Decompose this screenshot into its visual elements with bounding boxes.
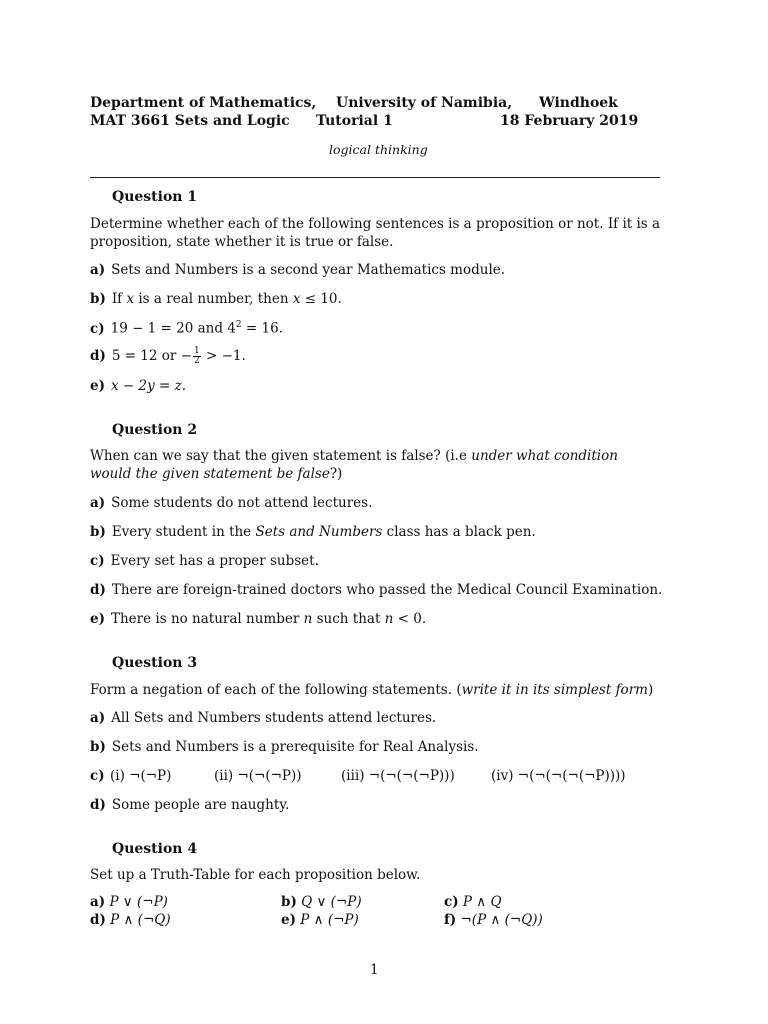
item-label: d) [90,912,106,928]
item-label: b) [90,291,106,307]
math-variable: x [292,291,301,307]
item-text: There are foreign-trained doctors who passed the Medical Council Examination. [111,582,663,598]
question-3-item-a [90,710,436,726]
fraction-numerator: 1 [193,346,200,356]
question-3-item-b [90,739,479,755]
math-variable: n [384,611,394,627]
item-text-post: = 16. [241,320,284,337]
tutorial-number: Tutorial 1 [316,113,393,129]
negation-iii: (iii) ¬(¬(¬(¬P))) [341,768,455,784]
item-text-mid: such that [312,611,385,627]
question-4-intro: Set up a Truth-Table for each proposition below. [90,867,421,883]
question-2-item-e [90,611,426,627]
question-3-intro [90,681,662,699]
intro-text: When can we say that the given statement is false? (i.e [90,448,472,464]
item-text: P ∨ (¬P) [109,894,168,910]
fraction-denominator: 2 [193,356,200,366]
intro-italic: under what condition would the given statement be false [90,448,618,482]
item-label: b) [281,894,297,910]
item-text-mid: is a real number, then [134,291,293,307]
item-label: c) [90,320,105,337]
negation-ii: (ii) ¬(¬(¬P)) [214,768,302,784]
subtitle: logical thinking [329,142,428,157]
item-text-pre: Every student in the [111,524,256,540]
item-label: d) [90,797,106,813]
question-2-intro [90,447,662,483]
question-2-item-c [90,553,319,569]
item-text: ¬(P ∧ (¬Q)) [460,912,543,928]
question-2-item-b [90,524,536,540]
intro-italic: write it in its simplest form [461,682,648,698]
question-1-item-d [90,347,246,366]
question-4-title: Question 4 [112,841,198,857]
negation-iv: (iv) ¬(¬(¬(¬(¬P)))) [491,768,626,784]
question-2-item-a [90,495,372,511]
question-4-item-b [281,894,362,910]
item-label: c) [90,768,105,784]
item-text: Every set has a proper subset. [110,553,319,569]
item-label: a) [90,894,106,910]
item-label: a) [90,262,106,278]
item-text-pre: If [111,291,127,307]
department-name: Department of Mathematics, [90,95,317,111]
math-variable: n [303,611,313,627]
question-4-item-e [281,912,359,928]
item-text: P ∧ Q [462,894,502,910]
item-text: P ∧ (¬Q) [110,912,171,928]
item-label: d) [90,348,106,364]
item-text: Some people are naughty. [111,797,290,813]
item-text-post: class has a black pen. [382,524,536,540]
item-label: e) [90,378,105,394]
item-text: All Sets and Numbers students attend lectures. [111,710,437,726]
question-1-title: Question 1 [112,189,198,205]
item-text: 19 − 1 = 20 and 4 [110,320,236,337]
question-4-item-d [90,912,171,928]
exponent: 2 [235,320,242,330]
item-label: c) [90,553,105,569]
item-label: f) [444,912,457,928]
question-1-item-e [90,378,186,394]
intro-text: Form a negation of each of the following statements. ( [90,682,462,698]
item-text: P ∧ (¬P) [300,912,359,928]
item-italic: Sets and Numbers [255,524,383,540]
math-variable: x [126,291,135,307]
item-label: d) [90,582,106,598]
item-text: Some students do not attend lectures. [111,495,373,511]
question-4-item-a [90,894,168,910]
item-label: a) [90,710,106,726]
negation-i: (i) ¬(¬P) [110,768,172,784]
item-text: Q ∨ (¬P) [301,894,362,910]
question-2-item-d [90,582,662,598]
item-label: e) [90,611,105,627]
city-name: Windhoek [539,95,618,111]
question-4-item-c [444,894,502,910]
item-text-pre: 5 = 12 or − [111,348,192,364]
page-number: 1 [370,962,379,978]
item-label: e) [281,912,296,928]
question-1-item-b [90,291,342,307]
header-divider [90,177,660,178]
item-text: Sets and Numbers is a second year Mathematics module. [111,262,506,278]
question-1-item-c [90,320,283,337]
item-text-post: > −1. [201,348,246,364]
intro-text-post: ) [647,682,654,698]
question-4-item-f [444,912,543,928]
question-1-intro: Determine whether each of the following sentences is a proposition or not. If it is a proposition, state whether it is true or false. [90,216,661,250]
item-text-post: ≤ 10. [300,291,342,307]
item-text-post: < 0. [393,611,427,627]
item-text: x − 2y = z. [110,378,187,394]
item-text: Sets and Numbers is a prerequisite for Real Analysis. [111,739,479,755]
question-3-item-c [90,768,111,784]
question-3-item-d [90,797,289,813]
item-label: b) [90,739,106,755]
course-title: MAT 3661 Sets and Logic [90,113,290,129]
question-2-title: Question 2 [112,422,198,438]
item-text-pre: There is no natural number [110,611,304,627]
item-label: b) [90,524,106,540]
university-name: University of Namibia, [336,95,513,111]
fraction [193,347,201,366]
question-1-item-a [90,262,505,278]
intro-text-post: ?) [329,466,343,482]
item-label: c) [444,894,459,910]
question-3-title: Question 3 [112,655,198,671]
item-label: a) [90,495,106,511]
tutorial-date: 18 February 2019 [500,113,639,129]
